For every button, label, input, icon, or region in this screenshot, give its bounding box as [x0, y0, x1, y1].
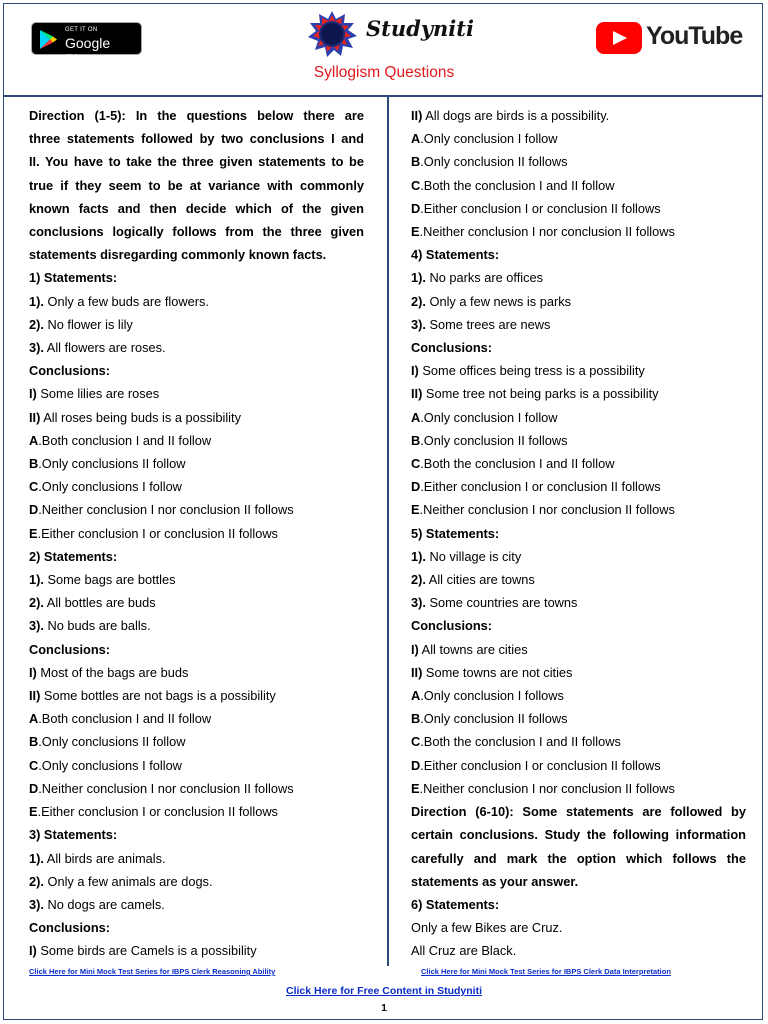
line-label: I) — [29, 943, 37, 959]
line-label: A — [29, 711, 39, 727]
google-play-small-text: GET IT ON — [65, 27, 98, 33]
line-label: A — [411, 409, 421, 425]
line-label: B — [411, 432, 421, 448]
text-line — [411, 707, 746, 730]
line-text: .Either conclusion I or conclusion II follows — [420, 200, 661, 216]
text-line — [29, 823, 364, 846]
line-text: .Only conclusion I follow — [420, 409, 558, 425]
text-line — [29, 754, 364, 777]
line-text: .Only conclusions I follow — [38, 757, 182, 773]
direction-line: II. You have to take the three given statements to be — [29, 154, 364, 170]
brand-name: Studyniti — [366, 16, 474, 41]
direction-line: carefully and mark the option which follows the — [411, 850, 746, 866]
line-label: 6) Statements: — [411, 896, 500, 912]
line-label: II) — [29, 688, 41, 704]
line-label: Conclusions: — [411, 618, 493, 634]
text-line — [411, 406, 746, 429]
direction-line: conclusions logically follows from the three given — [29, 224, 364, 240]
line-text: Some bags are bottles — [43, 572, 176, 588]
line-text: Only a few Bikes are Cruz. — [411, 920, 563, 936]
line-label: 1) Statements: — [29, 270, 118, 286]
line-label: 3). — [411, 595, 426, 611]
free-content-link[interactable]: Click Here for Free Content in Studyniti — [285, 985, 483, 997]
text-line — [411, 777, 746, 800]
direction-line: statements disregarding commonly known facts. — [29, 247, 327, 263]
line-text: All cities are towns — [425, 572, 535, 588]
text-line — [411, 359, 746, 382]
direction-6-10 — [411, 800, 746, 893]
line-text: No buds are balls. — [43, 618, 151, 634]
text-line — [411, 614, 746, 637]
line-text: .Both the conclusion I and II follow — [420, 456, 615, 472]
text-line — [411, 336, 746, 359]
line-text: .Only conclusion I follow — [420, 131, 558, 147]
right-column — [411, 104, 746, 963]
line-label: II) — [411, 108, 423, 123]
text-line — [29, 266, 364, 289]
line-label: 1). — [411, 270, 426, 286]
text-line — [411, 684, 746, 707]
line-label: 1). — [411, 548, 426, 564]
mock-test-di-link[interactable]: Click Here for Mini Mock Test Series for IBPS Clerk Data Interpretation — [421, 967, 671, 976]
line-label: E — [29, 804, 38, 820]
right-question-lines — [411, 104, 746, 800]
direction-line: Direction (6-10): Some statements are followed by — [411, 804, 746, 820]
text-line — [29, 707, 364, 730]
line-label: II) — [29, 409, 41, 425]
line-label: 2). — [411, 293, 426, 309]
line-label: II) — [411, 664, 423, 680]
line-label: I) — [29, 386, 37, 402]
line-text: Only a few animals are dogs. — [43, 873, 213, 889]
line-text: .Both the conclusion I and II follows — [420, 734, 621, 750]
text-line — [411, 104, 746, 127]
text-line — [29, 545, 364, 568]
text-line — [411, 127, 746, 150]
text-line — [411, 638, 746, 661]
line-label: I) — [411, 363, 419, 379]
line-label: B — [411, 154, 421, 170]
line-text: .Only conclusion I follows — [420, 688, 564, 704]
line-text: Some birds are Camels is a possibility — [36, 943, 257, 959]
line-label: A — [411, 688, 421, 704]
direction-line: three statements followed by two conclusions I and — [29, 131, 364, 147]
text-line — [411, 545, 746, 568]
text-line — [29, 614, 364, 637]
line-text: All towns are cities — [418, 641, 528, 657]
line-label: I) — [411, 641, 419, 657]
line-label: Conclusions: — [29, 641, 111, 657]
text-line — [411, 243, 746, 266]
text-line — [29, 568, 364, 591]
line-label: 1). — [29, 293, 44, 309]
line-label: A — [29, 432, 39, 448]
line-label: Conclusions: — [29, 363, 111, 379]
direction-line: Direction (1-5): In the questions below there are — [29, 108, 364, 123]
text-line — [29, 290, 364, 313]
text-line — [29, 893, 364, 916]
text-line — [411, 522, 746, 545]
line-label: 5) Statements: — [411, 525, 500, 541]
line-text: All birds are animals. — [43, 850, 166, 866]
page-title: Syllogism Questions — [313, 64, 455, 81]
line-text: .Only conclusions II follow — [38, 734, 186, 750]
line-text: .Only conclusion II follows — [420, 711, 568, 727]
line-text: Some tree not being parks is a possibility — [422, 386, 659, 402]
line-label: E — [411, 224, 420, 240]
line-label: C — [29, 479, 39, 495]
line-label: Conclusions: — [411, 340, 493, 356]
line-label: C — [411, 734, 421, 750]
page-number: 1 — [381, 1003, 387, 1014]
line-text: .Neither conclusion I nor conclusion II follows — [419, 502, 675, 518]
line-label: E — [29, 525, 38, 541]
line-label: C — [29, 757, 39, 773]
google-play-icon — [39, 29, 59, 50]
direction-line: known facts and then decide which of the given — [29, 200, 364, 216]
line-text: All roses being buds is a possibility — [40, 409, 241, 425]
line-text: Only a few news is parks — [425, 293, 572, 309]
text-line — [411, 313, 746, 336]
text-line — [29, 916, 364, 939]
line-text: .Only conclusion II follows — [420, 432, 568, 448]
text-line — [29, 313, 364, 336]
line-label: 1). — [29, 850, 44, 866]
line-label: 2). — [29, 595, 44, 611]
line-label: D — [411, 200, 421, 216]
text-line — [29, 336, 364, 359]
line-label: D — [29, 502, 39, 518]
right-tail-lines — [411, 893, 746, 963]
line-text: .Neither conclusion I nor conclusion II follows — [419, 224, 675, 240]
text-line — [29, 777, 364, 800]
line-text: .Both conclusion I and II follow — [38, 432, 212, 448]
line-text: No flower is lily — [43, 316, 133, 332]
text-line — [411, 568, 746, 591]
text-line — [411, 498, 746, 521]
text-line — [29, 429, 364, 452]
line-text: .Either conclusion I or conclusion II follows — [37, 525, 278, 541]
text-line — [411, 939, 746, 962]
text-line — [411, 452, 746, 475]
line-text: No parks are offices — [425, 270, 544, 286]
header-divider — [3, 95, 763, 97]
line-label: 3). — [29, 340, 44, 356]
direction-line: certain conclusions. Study the following information — [411, 827, 746, 843]
text-line — [29, 475, 364, 498]
line-label: 3). — [29, 896, 44, 912]
line-label: 3) Statements: — [29, 827, 118, 843]
text-line — [29, 684, 364, 707]
text-line — [29, 730, 364, 753]
line-text: No dogs are camels. — [43, 896, 165, 912]
line-text: All dogs are birds is a possibility. — [422, 108, 610, 123]
text-line — [411, 197, 746, 220]
text-line — [29, 522, 364, 545]
text-line — [411, 220, 746, 243]
text-line — [29, 406, 364, 429]
line-label: C — [411, 177, 421, 193]
direction-line: true if they seem to be at variance with commonly — [29, 177, 364, 193]
text-line — [29, 498, 364, 521]
text-line — [29, 661, 364, 684]
line-label: 2) Statements: — [29, 548, 118, 564]
page-header — [0, 0, 768, 96]
line-label: B — [411, 711, 421, 727]
text-line — [411, 591, 746, 614]
text-line — [411, 730, 746, 753]
text-line — [29, 452, 364, 475]
line-label: 4) Statements: — [411, 247, 500, 263]
line-label: 2). — [411, 572, 426, 588]
line-label: B — [29, 734, 39, 750]
text-line — [29, 591, 364, 614]
text-line — [411, 150, 746, 173]
line-label: 1). — [29, 572, 44, 588]
line-text: .Either conclusion I or conclusion II follows — [420, 757, 661, 773]
line-text: Some towns are not cities — [422, 664, 573, 680]
text-line — [29, 800, 364, 823]
direction-1-5 — [29, 104, 364, 266]
line-label: 3). — [29, 618, 44, 634]
line-text: Some lilies are roses — [36, 386, 160, 402]
text-line — [29, 359, 364, 382]
text-line — [411, 382, 746, 405]
line-label: II) — [411, 386, 423, 402]
text-line — [29, 939, 364, 962]
line-label: Conclusions: — [29, 920, 111, 936]
text-line — [411, 661, 746, 684]
text-line — [411, 916, 746, 939]
text-line — [29, 382, 364, 405]
column-divider — [387, 96, 389, 966]
line-label: A — [411, 131, 421, 147]
line-text: All Cruz are Black. — [411, 943, 517, 959]
line-text: .Either conclusion I or conclusion II follows — [37, 804, 278, 820]
line-label: E — [411, 502, 420, 518]
line-text: .Neither conclusion I nor conclusion II follows — [419, 780, 675, 796]
mock-test-reasoning-link[interactable]: Click Here for Mini Mock Test Series for IBPS Clerk Reasoning Ability — [29, 967, 276, 976]
youtube-text: YouTube — [646, 22, 743, 50]
line-label: D — [411, 757, 421, 773]
line-label: D — [29, 780, 39, 796]
text-line — [411, 893, 746, 916]
text-line — [411, 475, 746, 498]
line-text: Some bottles are not bags is a possibility — [40, 688, 276, 704]
line-text: Only a few buds are flowers. — [43, 293, 209, 309]
line-text: .Only conclusion II follows — [420, 154, 568, 170]
line-label: 2). — [29, 316, 44, 332]
line-text: .Neither conclusion I nor conclusion II follows — [38, 780, 294, 796]
youtube-play-icon — [596, 22, 642, 54]
text-line — [29, 638, 364, 661]
line-label: B — [29, 456, 39, 472]
line-text: All bottles are buds — [43, 595, 156, 611]
line-text: Most of the bags are buds — [36, 664, 189, 680]
google-play-badge[interactable] — [31, 22, 142, 67]
left-question-lines — [29, 266, 364, 962]
line-text: Some trees are news — [425, 316, 551, 332]
text-line — [411, 266, 746, 289]
text-line — [411, 754, 746, 777]
studyniti-logo-icon — [305, 10, 359, 58]
line-text: .Either conclusion I or conclusion II follows — [420, 479, 661, 495]
line-text: Some offices being tress is a possibility — [418, 363, 645, 379]
line-label: I) — [29, 664, 37, 680]
line-text: .Only conclusions I follow — [38, 479, 182, 495]
text-line — [411, 290, 746, 313]
line-text: .Both conclusion I and II follow — [38, 711, 212, 727]
left-column — [29, 104, 364, 963]
line-label: D — [411, 479, 421, 495]
direction-line: statements as your answer. — [411, 873, 579, 889]
text-line — [29, 847, 364, 870]
line-label: 2). — [29, 873, 44, 889]
line-text: .Neither conclusion I nor conclusion II follows — [38, 502, 294, 518]
line-label: C — [411, 456, 421, 472]
line-text: All flowers are roses. — [43, 340, 166, 356]
line-text: .Both the conclusion I and II follow — [420, 177, 615, 193]
line-text: .Only conclusions II follow — [38, 456, 186, 472]
google-play-text: Google Play — [65, 35, 111, 67]
text-line — [411, 429, 746, 452]
text-line — [411, 174, 746, 197]
line-label: E — [411, 780, 420, 796]
line-label: 3). — [411, 316, 426, 332]
text-line — [29, 870, 364, 893]
line-text: Some countries are towns — [425, 595, 578, 611]
line-text: No village is city — [425, 548, 522, 564]
